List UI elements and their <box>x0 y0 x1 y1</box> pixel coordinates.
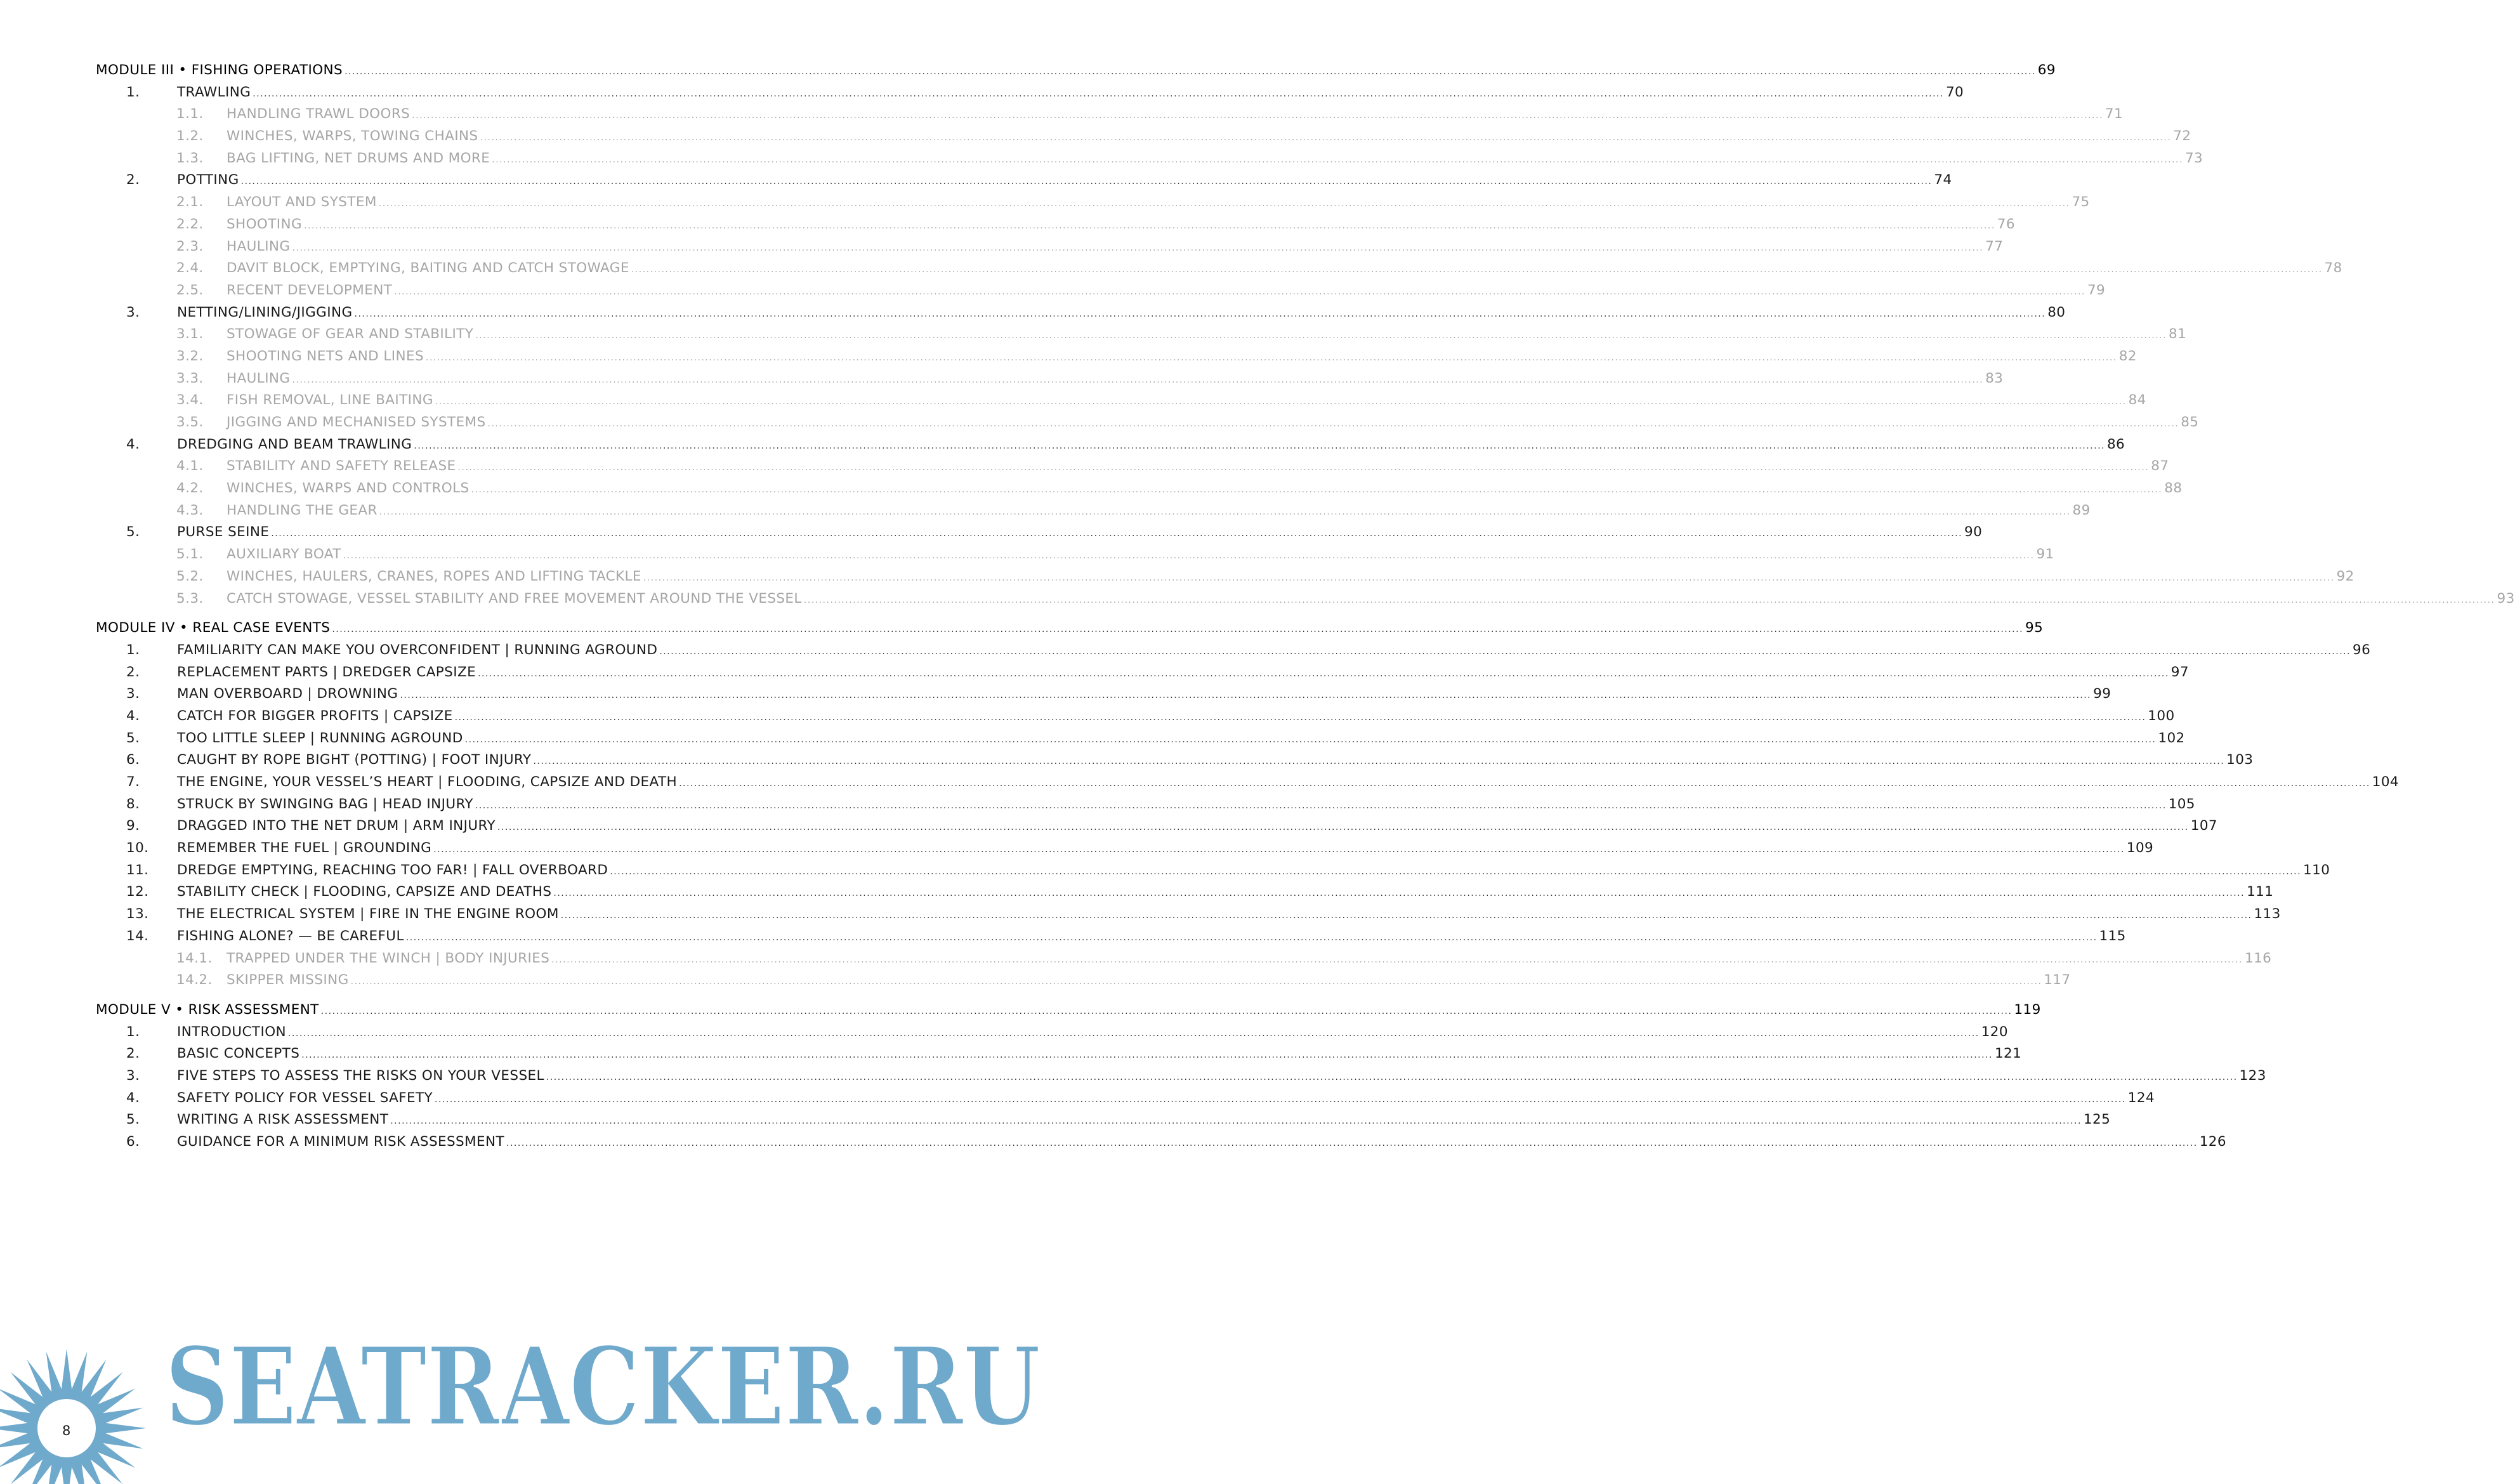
dot-leader <box>426 353 2117 363</box>
toc-entry-number: 4.1. <box>176 458 204 475</box>
dot-leader <box>400 690 2091 700</box>
toc-entry[interactable] <box>96 282 2106 305</box>
toc-entry-number: 7. <box>126 774 140 790</box>
dot-leader <box>478 669 2169 679</box>
toc-entry[interactable] <box>96 436 2125 459</box>
toc-entry-number: 1.1. <box>176 106 204 122</box>
toc-entry-number: 2.2. <box>176 216 204 232</box>
toc-entry[interactable] <box>96 106 2124 128</box>
toc-entry-page: 121 <box>1994 1046 2022 1062</box>
toc-entry-title: CATCH FOR BIGGER PROFITS | CAPSIZE <box>177 707 453 724</box>
toc-entry-title: THE ENGINE, YOUR VESSEL’S HEART | FLOODING, CAPSIZE AND DEATH <box>177 774 678 790</box>
toc-entry[interactable] <box>96 458 2169 480</box>
toc-entry-page: 110 <box>2303 862 2330 878</box>
toc-entry-number: 14.2. <box>176 972 213 988</box>
toc-entry-page: 73 <box>2184 150 2203 166</box>
dot-leader <box>241 176 1933 187</box>
toc-entry[interactable] <box>96 414 2199 437</box>
toc-entry[interactable] <box>96 502 2091 525</box>
dot-leader <box>351 976 2042 987</box>
toc-entry[interactable] <box>96 884 2274 906</box>
dot-leader <box>497 822 2189 832</box>
toc-entry-page: 90 <box>1964 524 1983 541</box>
toc-entry-page: 104 <box>2372 774 2400 790</box>
dot-leader <box>292 375 1983 385</box>
table-of-contents <box>96 62 2515 1156</box>
toc-entry-number: 1. <box>126 84 140 100</box>
watermark-text: SEATRACKER.RU <box>165 1323 1041 1450</box>
toc-entry[interactable] <box>96 707 2175 730</box>
toc-entry[interactable] <box>96 128 2191 150</box>
toc-entry-page: 87 <box>2151 458 2169 475</box>
toc-entry-page: 124 <box>2127 1089 2155 1106</box>
toc-entry[interactable] <box>96 1046 2022 1068</box>
dot-leader <box>475 331 2167 341</box>
toc-entry-page: 78 <box>2324 260 2342 277</box>
dot-leader <box>433 844 2125 855</box>
toc-entry-title: BASIC CONCEPTS <box>177 1046 300 1062</box>
dot-leader <box>253 89 1944 99</box>
toc-entry-page: 96 <box>2353 641 2371 658</box>
dot-leader <box>506 1138 2198 1148</box>
toc-entry-page: 119 <box>2014 1001 2041 1018</box>
toc-entry-title: HAULING <box>227 238 291 254</box>
toc-entry-page: 86 <box>2106 436 2125 452</box>
toc-entry-number: 4.2. <box>176 480 204 497</box>
toc-entry-title: FIVE STEPS TO ASSESS THE RISKS ON YOUR VESSEL <box>177 1067 544 1084</box>
toc-entry-title: GUIDANCE FOR A MINIMUM RISK ASSESSMENT <box>177 1134 505 1150</box>
toc-entry-title: WINCHES, WARPS, TOWING CHAINS <box>227 128 478 145</box>
watermark-logo <box>165 1323 1047 1450</box>
dot-leader <box>465 735 2157 745</box>
toc-entry-title: SAFETY POLICY FOR VESSEL SAFETY <box>177 1089 433 1106</box>
toc-entry-title: INTRODUCTION <box>177 1023 287 1040</box>
toc-entry-title: DRAGGED INTO THE NET DRUM | ARM INJURY <box>177 818 496 834</box>
dot-leader <box>546 1072 2238 1082</box>
toc-entry[interactable] <box>96 546 2054 568</box>
toc-entry-title: PURSE SEINE <box>177 524 270 541</box>
toc-entry-number: 2.4. <box>176 260 204 277</box>
toc-entry-page: 105 <box>2168 796 2195 812</box>
toc-entry[interactable] <box>96 796 2195 818</box>
dot-leader <box>412 110 2103 121</box>
toc-entry-page: 95 <box>2025 620 2044 636</box>
toc-entry-page: 97 <box>2170 664 2189 680</box>
page-footer <box>0 1323 1049 1484</box>
toc-entry-title: HANDLING TRAWL DOORS <box>227 106 410 122</box>
toc-entry-page: 92 <box>2336 568 2354 584</box>
toc-entry[interactable] <box>96 1112 2111 1134</box>
page-number: 8 <box>62 1423 71 1438</box>
toc-entry-page: 72 <box>2173 128 2191 145</box>
toc-entry-page: 100 <box>2148 707 2175 724</box>
toc-entry-number: 3.2. <box>176 348 204 364</box>
toc-entry[interactable] <box>96 172 1952 194</box>
toc-entry[interactable] <box>96 730 2185 752</box>
toc-entry-title: POTTING <box>177 172 239 188</box>
toc-entry-number: 2. <box>126 172 140 188</box>
toc-entry-number: 1.2. <box>176 128 204 145</box>
toc-entry-page: 82 <box>2118 348 2137 364</box>
toc-entry-title: RECENT DEVELOPMENT <box>227 282 393 298</box>
toc-entry-number: 5. <box>126 524 140 541</box>
dot-leader <box>271 529 1962 539</box>
toc-entry-page: 76 <box>1997 216 2015 232</box>
toc-entry-page: 120 <box>1981 1023 2008 1040</box>
toc-entry-page: 81 <box>2169 326 2187 343</box>
toc-entry-page: 88 <box>2164 480 2183 497</box>
toc-module-heading[interactable] <box>96 620 2044 642</box>
toc-entry-number: 5. <box>126 1112 140 1128</box>
toc-entry-page: 75 <box>2072 194 2090 211</box>
dot-leader <box>551 955 2243 965</box>
toc-entry[interactable] <box>96 1134 2226 1156</box>
toc-entry-number: 4. <box>126 707 140 724</box>
toc-entry-title: THE ELECTRICAL SYSTEM | FIRE IN THE ENGINE ROOM <box>177 906 559 923</box>
dot-leader <box>332 624 2023 634</box>
toc-entry-page: 103 <box>2226 752 2254 768</box>
toc-entry-number: 5.1. <box>176 546 204 563</box>
toc-entry-page: 74 <box>1934 172 1952 188</box>
toc-entry-title: TOO LITTLE SLEEP | RUNNING AGROUND <box>177 730 463 746</box>
toc-entry-title: DREDGE EMPTYING, REACHING TOO FAR! | FALL OVERBOARD <box>177 862 608 878</box>
toc-entry-page: 84 <box>2128 392 2146 409</box>
dot-leader <box>435 397 2127 407</box>
dot-leader <box>480 133 2172 143</box>
toc-entry[interactable] <box>96 216 2015 239</box>
toc-entry[interactable] <box>96 326 2187 348</box>
toc-entry-page: 80 <box>2047 304 2066 320</box>
dot-leader <box>321 1006 2013 1016</box>
toc-entry-page: 116 <box>2244 950 2272 966</box>
dot-leader <box>471 485 2163 495</box>
toc-entry-page: 93 <box>2497 590 2515 607</box>
toc-entry-number: 2. <box>126 1046 140 1062</box>
toc-entry[interactable] <box>96 304 2066 327</box>
toc-entry-page: 71 <box>2105 106 2124 122</box>
toc-entry[interactable] <box>96 370 2004 393</box>
dot-leader <box>406 933 2098 943</box>
toc-entry-title: LAYOUT AND SYSTEM <box>227 194 377 211</box>
toc-entry-page: 83 <box>1985 370 2004 386</box>
toc-entry-number: 1.3. <box>176 150 204 166</box>
toc-entry[interactable] <box>96 862 2330 884</box>
toc-entry[interactable] <box>96 928 2126 950</box>
toc-entry-page: 107 <box>2190 818 2217 834</box>
toc-module-heading[interactable] <box>96 62 2056 84</box>
toc-entry-page: 70 <box>1945 84 1964 100</box>
toc-entry-number: 2. <box>126 664 140 680</box>
toc-entry-title: FISH REMOVAL, LINE BAITING <box>227 392 433 409</box>
toc-entry-title: CAUGHT BY ROPE BIGHT (POTTING) | FOOT INJURY <box>177 752 532 768</box>
toc-entry-title: REPLACEMENT PARTS | DREDGER CAPSIZE <box>177 664 476 680</box>
toc-entry[interactable] <box>96 818 2217 840</box>
toc-entry[interactable] <box>96 1089 2155 1112</box>
toc-entry-title: REMEMBER THE FUEL | GROUNDING <box>177 840 432 857</box>
toc-entry-number: 3.1. <box>176 326 204 343</box>
toc-entry-title: MODULE III • FISHING OPERATIONS <box>96 62 343 78</box>
toc-entry-number: 4.3. <box>176 502 204 518</box>
dot-leader <box>643 573 2335 583</box>
toc-entry-number: 3.4. <box>176 392 204 409</box>
toc-entry[interactable] <box>96 1023 2008 1046</box>
toc-entry[interactable] <box>96 84 1964 107</box>
dot-leader <box>679 778 2370 789</box>
dot-leader <box>659 647 2351 657</box>
toc-entry-title: MODULE IV • REAL CASE EVENTS <box>96 620 331 636</box>
dot-leader <box>304 221 1995 231</box>
toc-entry-page: 85 <box>2181 414 2199 430</box>
toc-entry-page: 123 <box>2239 1067 2266 1084</box>
toc-entry-title: SKIPPER MISSING <box>227 972 349 988</box>
toc-entry-number: 8. <box>126 796 140 812</box>
dot-leader <box>288 1028 1980 1039</box>
toc-entry-number: 13. <box>126 906 149 923</box>
toc-entry-title: BAG LIFTING, NET DRUMS AND MORE <box>227 150 490 166</box>
toc-entry[interactable] <box>96 150 2203 173</box>
toc-entry[interactable] <box>96 641 2371 664</box>
toc-entry-title: WINCHES, HAULERS, CRANES, ROPES AND LIFTING TACKLE <box>227 568 641 584</box>
toc-entry-number: 1. <box>126 641 140 658</box>
dot-leader <box>345 67 2036 77</box>
toc-entry-number: 12. <box>126 884 149 900</box>
toc-entry-number: 9. <box>126 818 140 834</box>
dot-leader <box>292 243 1983 253</box>
toc-entry-title: HAULING <box>227 370 291 386</box>
toc-entry-number: 14. <box>126 928 149 944</box>
toc-entry[interactable] <box>96 840 2154 862</box>
dot-leader <box>301 1050 1993 1060</box>
dot-leader <box>475 801 2167 811</box>
toc-entry[interactable] <box>96 260 2342 282</box>
toc-entry-title: STABILITY CHECK | FLOODING, CAPSIZE AND DEATHS <box>177 884 552 900</box>
dot-leader <box>355 309 2046 319</box>
toc-entry-title: DAVIT BLOCK, EMPTYING, BAITING AND CATCH STOWAGE <box>227 260 629 277</box>
toc-entry[interactable] <box>96 392 2146 414</box>
dot-leader <box>533 756 2224 766</box>
dot-leader <box>455 712 2146 723</box>
dot-leader <box>379 199 2070 209</box>
toc-entry-number: 5.3. <box>176 590 204 607</box>
toc-entry-title: FISHING ALONE? — BE CAREFUL <box>177 928 404 944</box>
dot-leader <box>414 441 2105 451</box>
toc-entry-number: 3.3. <box>176 370 204 386</box>
toc-entry-title: MAN OVERBOARD | DROWNING <box>177 686 398 702</box>
toc-entry-title: MODULE V • RISK ASSESSMENT <box>96 1001 319 1018</box>
toc-entry-title: NETTING/LINING/JIGGING <box>177 304 353 320</box>
toc-entry-title: STABILITY AND SAFETY RELEASE <box>227 458 456 475</box>
dot-leader <box>492 155 2183 165</box>
dot-leader <box>488 419 2179 429</box>
dot-leader <box>631 265 2323 275</box>
toc-entry-number: 10. <box>126 840 149 857</box>
toc-entry-title: AUXILIARY BOAT <box>227 546 341 563</box>
toc-entry[interactable] <box>96 524 1983 546</box>
toc-entry-number: 6. <box>126 1134 140 1150</box>
toc-entry-number: 1. <box>126 1023 140 1040</box>
toc-entry-number: 11. <box>126 862 149 878</box>
toc-entry-page: 126 <box>2199 1134 2226 1150</box>
toc-entry[interactable] <box>96 238 2004 261</box>
dot-leader <box>394 287 2085 297</box>
dot-leader <box>804 595 2495 605</box>
toc-entry[interactable] <box>96 1067 2266 1090</box>
toc-entry-page: 111 <box>2247 884 2274 900</box>
toc-entry-number: 6. <box>126 752 140 768</box>
dot-leader <box>458 463 2150 473</box>
toc-entry-title: TRAPPED UNDER THE WINCH | BODY INJURIES <box>227 950 550 966</box>
toc-entry-title: SHOOTING <box>227 216 303 232</box>
dot-leader <box>343 551 2035 561</box>
toc-entry[interactable] <box>96 686 2111 708</box>
toc-entry-number: 5. <box>126 730 140 746</box>
toc-entry[interactable] <box>96 194 2090 216</box>
toc-entry[interactable] <box>96 950 2272 973</box>
toc-entry-page: 77 <box>1985 238 2004 254</box>
toc-entry-title: WRITING A RISK ASSESSMENT <box>177 1112 389 1128</box>
toc-entry[interactable] <box>96 752 2254 774</box>
toc-entry[interactable] <box>96 480 2183 502</box>
dot-leader <box>553 888 2245 898</box>
toc-entry-page: 115 <box>2099 928 2126 944</box>
toc-entry-number: 3. <box>126 304 140 320</box>
toc-entry[interactable] <box>96 664 2189 686</box>
toc-entry-page: 117 <box>2044 972 2071 988</box>
toc-entry-page: 102 <box>2158 730 2185 746</box>
toc-entry-title: HANDLING THE GEAR <box>227 502 378 518</box>
toc-entry-title: STOWAGE OF GEAR AND STABILITY <box>227 326 474 343</box>
toc-entry[interactable] <box>96 568 2354 591</box>
toc-entry-page: 99 <box>2093 686 2111 702</box>
toc-entry-title: WINCHES, WARPS AND CONTROLS <box>227 480 470 497</box>
toc-entry-page: 113 <box>2254 906 2281 923</box>
dot-leader <box>435 1094 2126 1105</box>
toc-entry-page: 91 <box>2036 546 2054 563</box>
toc-entry-page: 79 <box>2087 282 2106 298</box>
toc-entry-number: 4. <box>126 1089 140 1106</box>
toc-entry-title: TRAWLING <box>177 84 251 100</box>
toc-module-heading[interactable] <box>96 1001 2041 1024</box>
toc-entry-title: DREDGING AND BEAM TRAWLING <box>177 436 412 452</box>
toc-entry-number: 2.5. <box>176 282 204 298</box>
toc-entry-title: STRUCK BY SWINGING BAG | HEAD INJURY <box>177 796 473 812</box>
toc-entry-number: 2.3. <box>176 238 204 254</box>
toc-entry[interactable] <box>96 590 2515 613</box>
toc-entry-page: 125 <box>2083 1112 2111 1128</box>
dot-leader <box>561 910 2252 921</box>
toc-entry-title: SHOOTING NETS AND LINES <box>227 348 424 364</box>
toc-entry-title: JIGGING AND MECHANISED SYSTEMS <box>227 414 486 430</box>
toc-entry[interactable] <box>96 906 2281 928</box>
toc-entry-page: 89 <box>2072 502 2091 518</box>
toc-entry-number: 3. <box>126 1067 140 1084</box>
toc-entry-number: 5.2. <box>176 568 204 584</box>
toc-entry-page: 109 <box>2126 840 2154 857</box>
toc-entry-page: 69 <box>2037 62 2056 78</box>
toc-entry-number: 3. <box>126 686 140 702</box>
toc-entry-number: 4. <box>126 436 140 452</box>
dot-leader <box>390 1116 2082 1126</box>
toc-entry-title: CATCH STOWAGE, VESSEL STABILITY AND FREE MOVEMENT AROUND THE VESSEL <box>227 590 802 607</box>
toc-entry-title: FAMILIARITY CAN MAKE YOU OVERCONFIDENT | RUNNING AGROUND <box>177 641 658 658</box>
toc-entry-number: 14.1. <box>176 950 213 966</box>
dot-leader <box>379 507 2071 517</box>
toc-entry-number: 3.5. <box>176 414 204 430</box>
toc-entry[interactable] <box>96 774 2400 796</box>
sun-burst-icon <box>0 1329 159 1484</box>
toc-entry[interactable] <box>96 348 2137 371</box>
toc-entry-number: 2.1. <box>176 194 204 211</box>
dot-leader <box>610 867 2301 877</box>
toc-entry[interactable] <box>96 972 2071 994</box>
